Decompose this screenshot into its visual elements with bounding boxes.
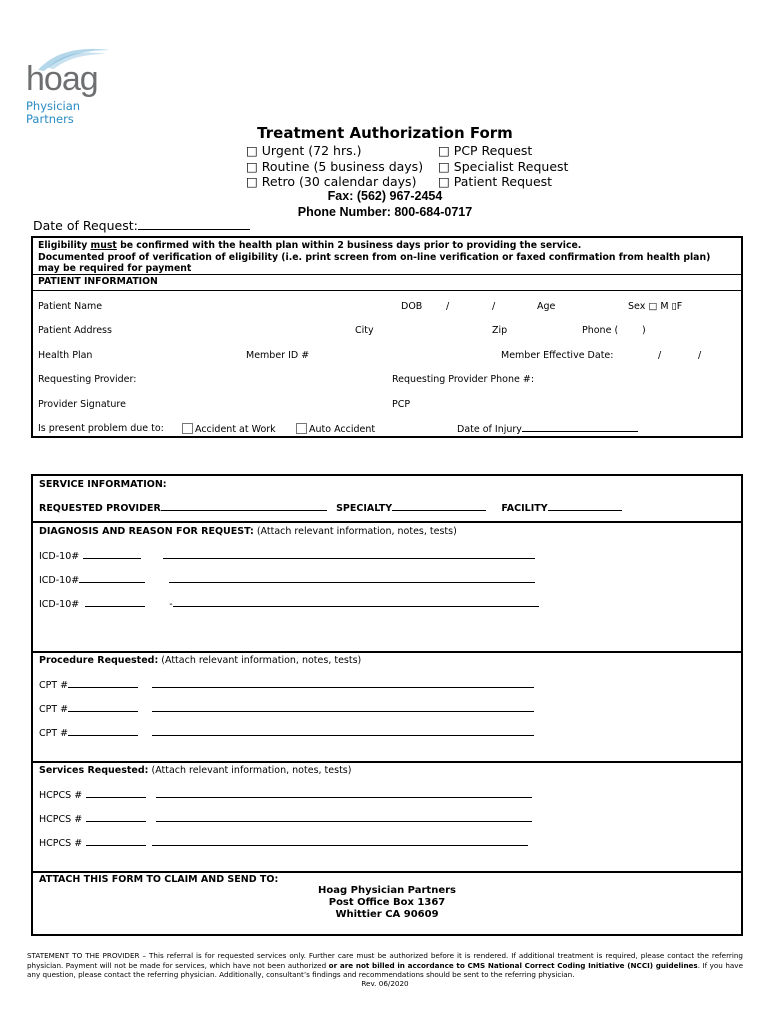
services-heading-text: Services Requested: — [39, 765, 149, 776]
requesting-provider-phone-field[interactable]: Requesting Provider Phone #: — [392, 374, 535, 385]
procedure-heading — [39, 655, 361, 666]
accident-at-work-option[interactable] — [182, 423, 276, 435]
cpt-row-1 — [39, 679, 534, 691]
hcpcs-code-field[interactable] — [86, 789, 146, 798]
auto-accident-option[interactable] — [296, 423, 375, 435]
eligibility-must: must — [90, 240, 117, 251]
cpt-description-field[interactable] — [152, 727, 534, 736]
form-title — [0, 124, 770, 142]
member-id-field[interactable]: Member ID # — [246, 350, 310, 361]
phone-number: Phone Number: 800-684-0717 — [297, 205, 473, 219]
hcpcs-row-1 — [39, 789, 532, 801]
cpt-description-field[interactable] — [152, 679, 534, 688]
logo-wordmark: hoag — [26, 60, 98, 98]
cpt-code-field[interactable] — [68, 703, 138, 712]
divider — [33, 871, 741, 873]
eligibility-text-c: Documented proof of verification of eligibility (i.e. print screen from on-line verification or faxed confirmation from health plan) may be required for payment — [38, 251, 711, 274]
logo-subtitle — [26, 100, 80, 126]
accident-at-work-checkbox[interactable] — [182, 423, 193, 434]
date-slash: / — [658, 350, 662, 361]
hcpcs-label: HCPCS # — [39, 790, 83, 801]
hcpcs-description-field[interactable] — [156, 813, 532, 822]
date-of-request-label: Date of Request: — [33, 218, 138, 233]
date-slash: / — [698, 350, 702, 361]
requested-provider-field[interactable] — [161, 502, 327, 511]
logo-subtitle-line2: Partners — [26, 112, 74, 126]
address-line-name: Hoag Physician Partners — [318, 885, 456, 896]
icd-dash: - — [169, 599, 173, 610]
hcpcs-label: HCPCS # — [39, 838, 83, 849]
cpt-code-field[interactable] — [68, 727, 138, 736]
eligibility-text-b: be confirmed with the health plan within 2 business days prior to providing the service. — [116, 240, 582, 251]
patient-address-field[interactable]: Patient Address — [38, 325, 112, 336]
revision-date: Rev. 06/2020 — [361, 979, 409, 988]
icd-row-2 — [39, 574, 535, 586]
icd-label: ICD-10# — [39, 551, 80, 562]
diagnosis-heading — [39, 526, 457, 537]
divider — [33, 761, 741, 763]
auto-accident-label: Auto Accident — [309, 424, 376, 435]
dob-slash: / — [492, 301, 496, 312]
icd-code-field[interactable] — [85, 598, 145, 607]
hcpcs-description-field[interactable] — [152, 837, 528, 846]
address-line-po-box: Post Office Box 1367 — [328, 897, 446, 908]
icd-row-3 — [39, 598, 539, 610]
age-field[interactable]: Age — [537, 301, 556, 312]
pcp-field[interactable]: PCP — [392, 399, 411, 410]
divider — [33, 521, 741, 523]
icd-label: ICD-10# — [39, 599, 80, 610]
icd-description-field[interactable] — [169, 574, 535, 583]
hcpcs-code-field[interactable] — [86, 813, 146, 822]
hcpcs-description-field[interactable] — [156, 789, 532, 798]
icd-description-field[interactable] — [163, 550, 535, 559]
accident-at-work-label: Accident at Work — [195, 424, 276, 435]
option-urgent[interactable]: □ Urgent (72 hrs.) — [246, 143, 362, 158]
member-effective-date-field[interactable]: Member Effective Date: — [501, 350, 614, 361]
auto-accident-checkbox[interactable] — [296, 423, 307, 434]
cpt-label: CPT # — [39, 680, 69, 691]
option-patient-request[interactable]: □ Patient Request — [438, 174, 553, 189]
hcpcs-code-field[interactable] — [86, 837, 146, 846]
procedure-note: (Attach relevant information, notes, tests) — [158, 655, 362, 666]
patient-information-section — [31, 236, 743, 438]
eligibility-notice — [38, 240, 735, 275]
date-of-injury-field[interactable] — [457, 423, 638, 435]
requested-provider-row — [39, 502, 622, 514]
city-field[interactable]: City — [355, 325, 374, 336]
statement-text-a: STATEMENT TO THE PROVIDER – This referral is for requested services only. Further care must be authorized before it is rendered. If additional treatment is required, please contact the referring physician. Payment will not be made for services, which have not been authorized — [27, 951, 743, 970]
specialty-field[interactable] — [392, 502, 486, 511]
icd-description-field[interactable] — [173, 598, 539, 607]
date-of-injury-label: Date of Injury — [457, 424, 522, 435]
date-of-injury-line — [522, 423, 638, 432]
specialty-label: SPECIALTY — [336, 503, 393, 514]
patient-name-field[interactable]: Patient Name — [38, 301, 103, 312]
option-routine[interactable]: □ Routine (5 business days) — [246, 158, 424, 174]
facility-label: FACILITY — [501, 503, 548, 514]
procedure-heading-text: Procedure Requested: — [39, 655, 159, 666]
dob-field[interactable]: DOB — [401, 301, 423, 312]
mailing-address — [33, 885, 741, 921]
statement-text-b: . If you have any question, please contact the referring physician. Additionally, consultant’s findings and recommendations should be sent to the referring physician. — [27, 960, 743, 979]
option-pcp-request[interactable]: □ PCP Request — [438, 143, 533, 158]
cpt-code-field[interactable] — [68, 679, 138, 688]
divider — [33, 290, 741, 291]
provider-signature-field[interactable]: Provider Signature — [38, 399, 126, 410]
patient-information-heading: PATIENT INFORMATION — [38, 276, 158, 287]
diagnosis-heading-text: DIAGNOSIS AND REASON FOR REQUEST: — [39, 526, 254, 537]
services-heading — [39, 765, 351, 776]
provider-statement — [27, 951, 743, 980]
requesting-provider-field[interactable]: Requesting Provider: — [38, 374, 137, 385]
statement-text-bold: or are not billed in accordance to CMS National Correct Coding Initiative (NCCI) guidelines — [328, 960, 698, 970]
logo-subtitle-line1: Physician — [26, 99, 81, 113]
eligibility-text-a: Eligibility — [38, 240, 91, 251]
cpt-description-field[interactable] — [152, 703, 534, 712]
phone-close-paren: ) — [642, 325, 646, 336]
service-information-heading: SERVICE INFORMATION: — [39, 479, 167, 490]
cpt-label: CPT # — [39, 728, 69, 739]
facility-field[interactable] — [548, 502, 622, 511]
date-of-request — [33, 218, 250, 233]
divider — [33, 274, 741, 275]
attach-form-heading: ATTACH THIS FORM TO CLAIM AND SEND TO: — [39, 874, 279, 885]
requested-provider-label: REQUESTED PROVIDER — [39, 503, 161, 514]
option-specialist-request[interactable]: □ Specialist Request — [438, 158, 569, 174]
services-note: (Attach relevant information, notes, tests) — [148, 765, 352, 776]
icd-code-field[interactable] — [83, 550, 141, 559]
request-type-options — [246, 143, 568, 190]
hcpcs-label: HCPCS # — [39, 814, 83, 825]
option-retro[interactable]: □ Retro (30 calendar days) — [246, 174, 417, 189]
health-plan-field[interactable]: Health Plan — [38, 350, 93, 361]
cpt-row-3 — [39, 727, 534, 739]
icd-label: ICD-10# — [39, 575, 80, 586]
phone-field[interactable]: Phone ( — [582, 325, 619, 336]
address-line-city: Whittier CA 90609 — [335, 909, 439, 920]
fax-number: Fax: (562) 967-2454 — [327, 189, 443, 203]
zip-field[interactable]: Zip — [492, 325, 508, 336]
hcpcs-row-3 — [39, 837, 528, 849]
form-title-text: Treatment Authorization Form — [257, 124, 513, 142]
cpt-label: CPT # — [39, 704, 69, 715]
sex-field[interactable]: Sex □ M ▯F — [628, 301, 683, 312]
dob-slash: / — [446, 301, 450, 312]
diagnosis-note: (Attach relevant information, notes, tests) — [253, 526, 457, 537]
cpt-row-2 — [39, 703, 534, 715]
problem-due-label: Is present problem due to: — [38, 423, 164, 434]
divider — [33, 651, 741, 653]
hcpcs-row-2 — [39, 813, 532, 825]
date-of-request-field[interactable] — [138, 218, 250, 230]
icd-code-field[interactable] — [79, 574, 145, 583]
service-information-section — [31, 474, 743, 936]
icd-row-1 — [39, 550, 535, 562]
